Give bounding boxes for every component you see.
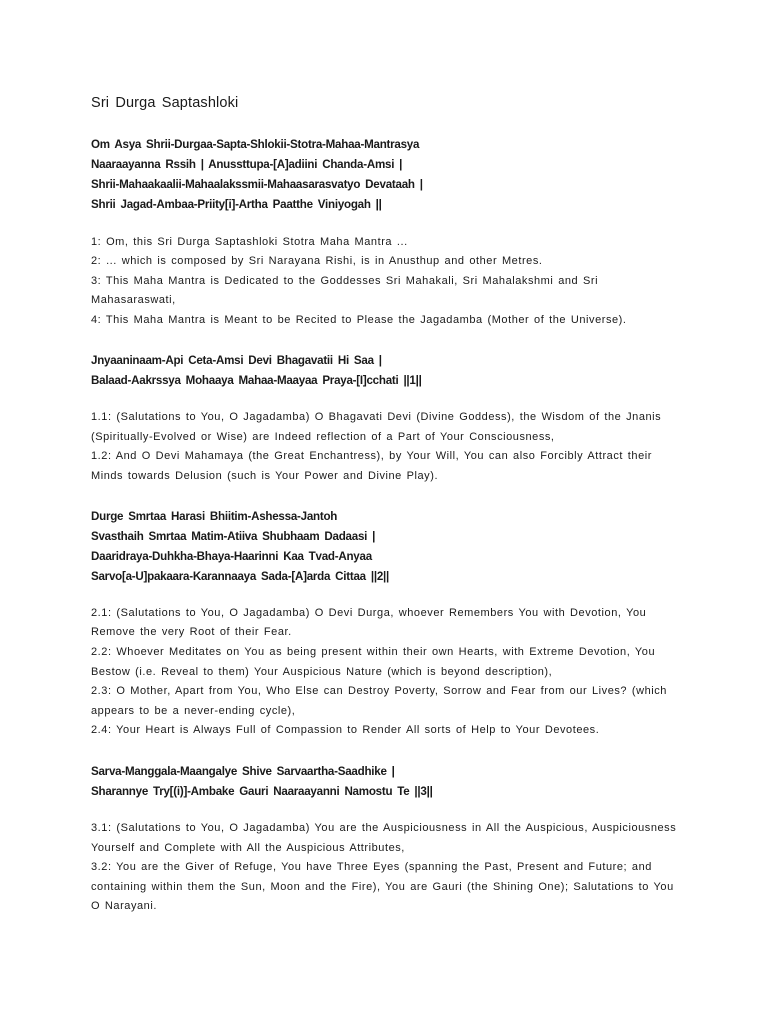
verse-line: Naaraayanna Rssih | Anussttupa-[A]adiini Chanda-Amsi | bbox=[91, 158, 403, 171]
verse-line: Sarva-Manggala-Maangalye Shive Sarvaartha-Saadhike | bbox=[91, 765, 395, 778]
translation-line: 1.2: And O Devi Mahamaya (the Great Enchantress), by Your Will, You can also Forcibly Attract their bbox=[91, 450, 652, 462]
translation-line: 2.4: Your Heart is Always Full of Compassion to Render All sorts of Help to Your Devotees. bbox=[91, 724, 600, 736]
translation-line: Minds towards Delusion (such is Your Power and Divine Play). bbox=[91, 470, 439, 482]
translation-line: 4: This Maha Mantra is Meant to be Recited to Please the Jagadamba (Mother of the Universe). bbox=[91, 314, 627, 326]
translation-line: (Spiritually-Evolved or Wise) are Indeed reflection of a Part of Your Consciousness, bbox=[91, 431, 555, 443]
document-title: Sri Durga Saptashloki bbox=[91, 95, 239, 111]
verse-line: Om Asya Shrii-Durgaa-Sapta-Shlokii-Stotra-Mahaa-Mantrasya bbox=[91, 138, 420, 151]
translation-line: O Narayani. bbox=[91, 900, 157, 912]
translation-line: 2.2: Whoever Meditates on You as being present within their own Hearts, with Extreme Devotion, You bbox=[91, 646, 656, 658]
verse-line: Sharannye Try[(i)]-Ambake Gauri Naaraayanni Namostu Te ||3|| bbox=[91, 785, 433, 798]
translation-line: 1: Om, this Sri Durga Saptashloki Stotra Maha Mantra ... bbox=[91, 236, 408, 248]
verse-line: Svasthaih Smrtaa Matim-Atiiva Shubhaam Dadaasi | bbox=[91, 530, 376, 543]
verse-line: Daaridraya-Duhkha-Bhaya-Haarinni Kaa Tvad-Anyaa bbox=[91, 550, 372, 563]
translation-line: 3.1: (Salutations to You, O Jagadamba) You are the Auspiciousness in All the Auspicious, Auspiciousness bbox=[91, 822, 677, 834]
translation-line: containing within them the Sun, Moon and the Fire), You are Gauri (the Shining One); Salutations to You bbox=[91, 881, 674, 893]
verse-line: Shrii Jagad-Ambaa-Priity[i]-Artha Paatthe Viniyogah || bbox=[91, 198, 382, 211]
translation-line: Remove the very Root of their Fear. bbox=[91, 626, 292, 638]
verse-line: Jnyaaninaam-Api Ceta-Amsi Devi Bhagavatii Hi Saa | bbox=[91, 354, 382, 367]
verse-line: Shrii-Mahaakaalii-Mahaalakssmii-Mahaasarasvatyo Devataah | bbox=[91, 178, 423, 191]
translation-line: 3.2: You are the Giver of Refuge, You have Three Eyes (spanning the Past, Present and Future; and bbox=[91, 861, 652, 873]
translation-line: Bestow (i.e. Reveal to them) Your Auspicious Nature (which is beyond description), bbox=[91, 666, 553, 678]
translation-line: 2.3: O Mother, Apart from You, Who Else can Destroy Poverty, Sorrow and Fear from our Lives? (which bbox=[91, 685, 667, 697]
translation-line: Mahasaraswati, bbox=[91, 294, 176, 306]
translation-line: appears to be a never-ending cycle), bbox=[91, 705, 296, 717]
translation-line: 3: This Maha Mantra is Dedicated to the Goddesses Sri Mahakali, Sri Mahalakshmi and Sri bbox=[91, 275, 599, 287]
translation-line: 2: ... which is composed by Sri Narayana Rishi, is in Anusthup and other Metres. bbox=[91, 255, 543, 267]
verse-line: Balaad-Aakrssya Mohaaya Mahaa-Maayaa Praya-[I]cchati ||1|| bbox=[91, 374, 422, 387]
verse-line: Durge Smrtaa Harasi Bhiitim-Ashessa-Jantoh bbox=[91, 510, 338, 523]
translation-line: 2.1: (Salutations to You, O Jagadamba) O Devi Durga, whoever Remembers You with Devotion, You bbox=[91, 607, 647, 619]
translation-line: 1.1: (Salutations to You, O Jagadamba) O Bhagavati Devi (Divine Goddess), the Wisdom of the Jnanis bbox=[91, 411, 662, 423]
verse-line: Sarvo[a-U]pakaara-Karannaaya Sada-[A]arda Cittaa ||2|| bbox=[91, 570, 390, 583]
translation-line: Yourself and Complete with All the Auspicious Attributes, bbox=[91, 842, 405, 854]
